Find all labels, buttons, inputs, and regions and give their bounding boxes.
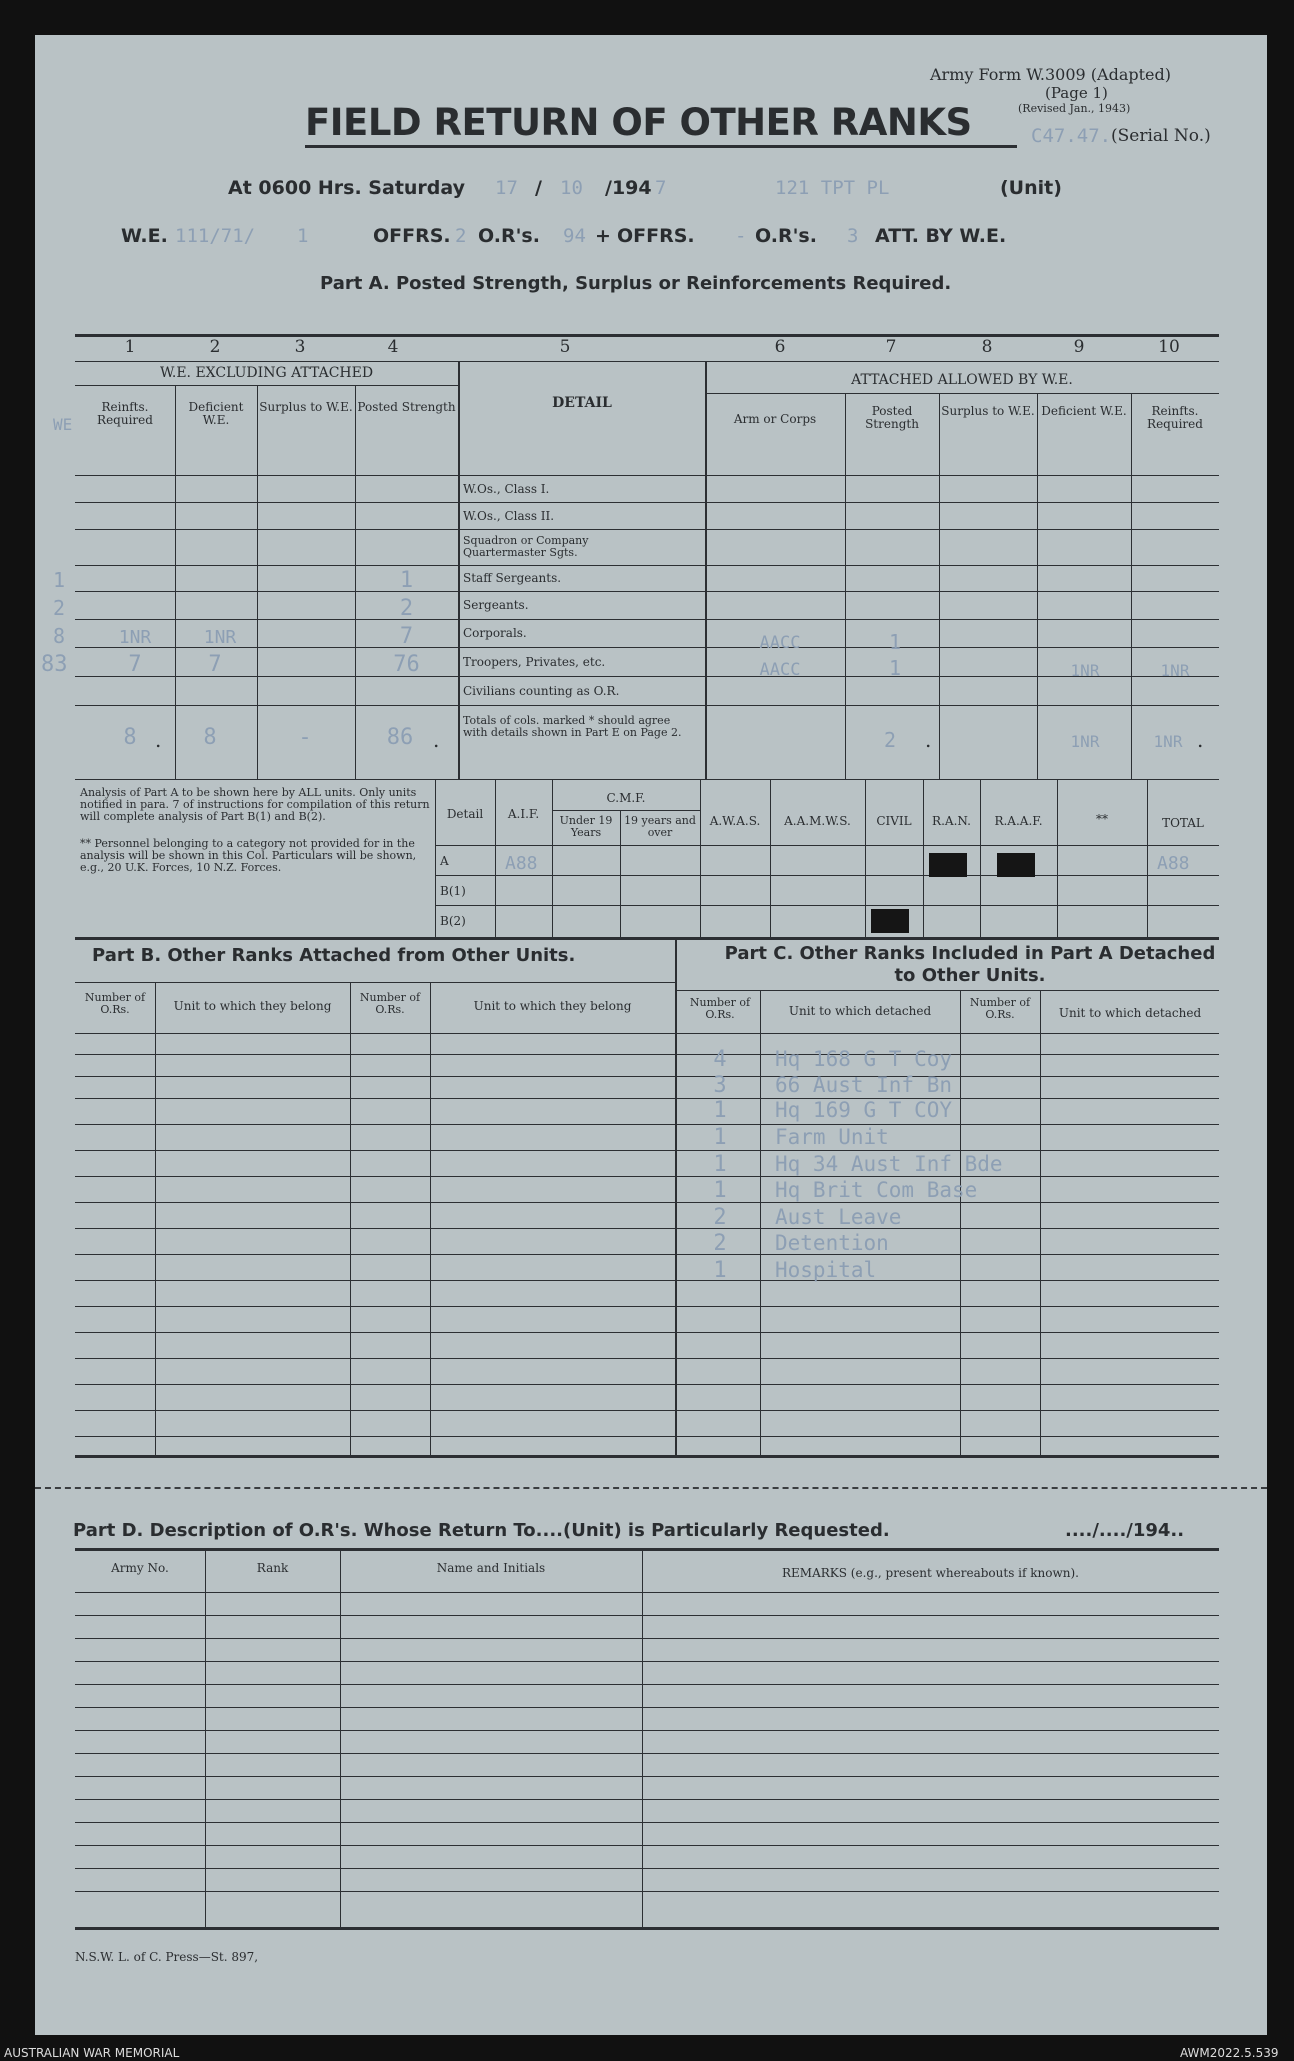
total-att-posted: 2 — [883, 728, 897, 752]
hdr-att-deficient: Deficient W.E. — [1041, 404, 1127, 418]
total-att-deficient: 1NR — [1070, 732, 1100, 751]
archive-id: AWM2022.5.539 — [1180, 2046, 1279, 2060]
tear-off-line — [35, 1487, 1267, 1489]
offrs-label-1: OFFRS. — [373, 225, 451, 247]
col-num-3: 3 — [294, 337, 306, 357]
col-num-8: 8 — [981, 337, 993, 357]
detail-sgt: Sergeants. — [463, 598, 529, 612]
form-number: Army Form W.3009 (Adapted) — [930, 65, 1172, 84]
hdr-arm-or-corps: Arm or Corps — [733, 412, 817, 426]
vline-c1 — [760, 990, 761, 1457]
bc-rule-2 — [75, 1054, 1219, 1055]
we-value-2: 1 — [297, 225, 309, 247]
bc-rule-17 — [75, 1436, 1219, 1437]
printer-imprint: N.S.W. L. of C. Press—St. 897, — [75, 1950, 259, 1964]
redaction-raaf — [997, 853, 1035, 877]
detail-wo1: W.Os., Class I. — [463, 482, 550, 496]
an-cmf: C.M.F. — [606, 791, 646, 805]
detail-staff-sgt: Staff Sergeants. — [463, 571, 562, 585]
part-b-col1: Number of O.Rs. — [84, 991, 146, 1016]
serial-number: C47.47. — [1031, 125, 1112, 147]
total-posted: 86 — [386, 725, 414, 750]
part-d-col1: Army No. — [111, 1561, 169, 1575]
part-d-col2: Rank — [256, 1561, 289, 1575]
detail-civilians: Civilians counting as O.R. — [463, 684, 620, 698]
ors-label-2: O.R's. — [755, 225, 817, 247]
bc-rule-5 — [75, 1124, 1219, 1125]
an-row-a: A — [440, 854, 449, 868]
date-day: 17 — [495, 177, 518, 199]
posted-staff-sgt: 1 — [399, 568, 414, 593]
margin-sgt: 2 — [53, 596, 66, 620]
an-row-b1: B(1) — [440, 884, 466, 898]
detached-num-7: 2 — [713, 1205, 727, 1230]
row-rule-5 — [75, 619, 1219, 620]
header-bottom-rule — [75, 475, 1219, 476]
vline-a1 — [175, 385, 176, 780]
date-year-digit: 7 — [655, 177, 667, 199]
vline-an9 — [1057, 779, 1058, 937]
vline-an0 — [435, 779, 436, 937]
an-civil: CIVIL — [876, 814, 912, 828]
hdr-surplus-we: Surplus to W.E. — [259, 400, 353, 414]
plus-sign: + — [595, 225, 611, 247]
an-raaf: R.A.A.F. — [994, 814, 1043, 828]
vline-a7 — [939, 393, 940, 780]
detached-unit-7: Aust Leave — [775, 1205, 902, 1229]
vline-bc — [675, 937, 677, 1457]
arm-corps-troopers: AACC — [759, 660, 801, 680]
part-bc-top-rule — [75, 937, 1219, 940]
vline-an5 — [770, 779, 771, 937]
total-surplus: - — [298, 725, 312, 750]
detached-num-1: 4 — [713, 1047, 727, 1072]
reinfts-troopers: 7 — [128, 652, 142, 677]
col-num-9: 9 — [1073, 337, 1085, 357]
vline-c3 — [1040, 990, 1041, 1457]
cmf-rule — [552, 810, 700, 811]
an-detail: Detail — [446, 807, 484, 821]
bc-rule-10 — [75, 1254, 1219, 1255]
vline-an1 — [495, 779, 496, 937]
an-rule-2 — [435, 905, 1219, 906]
vline-a2 — [257, 385, 258, 780]
d-rule-7 — [75, 1753, 1219, 1754]
part-c-col3: Number of O.Rs. — [969, 996, 1031, 1021]
margin-we: WE — [53, 415, 73, 434]
unit-label: (Unit) — [1000, 177, 1062, 199]
d-rule-9 — [75, 1799, 1219, 1800]
row-rule-4 — [75, 591, 1219, 592]
reinfts-cpl: 1NR — [118, 627, 152, 648]
bc-rule-1 — [75, 1033, 1219, 1034]
part-a-heading: Part A. Posted Strength, Surplus or Reinforcements Required. — [320, 273, 952, 294]
detached-num-2: 3 — [713, 1073, 727, 1098]
ors-label-1: O.R's. — [478, 225, 540, 247]
d-rule-8 — [75, 1776, 1219, 1777]
detached-unit-3: Hq 169 G T COY — [775, 1098, 953, 1122]
margin-staff-sgt: 1 — [53, 568, 66, 592]
vline-a9 — [1131, 393, 1132, 780]
part-d-col3: Name and Initials — [436, 1561, 546, 1575]
detached-num-4: 1 — [713, 1125, 727, 1150]
time-label: At 0600 Hrs. Saturday — [228, 177, 466, 199]
vline-a5 — [705, 361, 707, 780]
posted-cpl: 7 — [399, 624, 414, 649]
total-att-reinfts: 1NR — [1153, 732, 1183, 751]
form-revised: (Revised Jan., 1943) — [1018, 102, 1131, 115]
an-total-a: A88 — [1157, 853, 1190, 874]
an-total: TOTAL — [1162, 816, 1204, 830]
att-deficient-troopers: 1NR — [1070, 661, 1100, 680]
deficient-troopers: 7 — [208, 652, 222, 677]
archive-credit: AUSTRALIAN WAR MEMORIAL — [4, 2046, 180, 2060]
margin-troopers: 83 — [41, 652, 68, 677]
part-bc-bottom-rule — [75, 1455, 1219, 1458]
d-rule-4 — [75, 1684, 1219, 1685]
date-sep: / — [535, 177, 542, 199]
bc-rule-9 — [75, 1228, 1219, 1229]
bc-rule-11 — [75, 1280, 1219, 1281]
part-b-col3: Number of O.Rs. — [359, 991, 421, 1016]
col-num-10: 10 — [1158, 337, 1180, 357]
bc-rule-13 — [75, 1332, 1219, 1333]
detail-header: DETAIL — [552, 395, 612, 411]
detail-cqms: Squadron or Company Quartermaster Sgts. — [463, 534, 589, 559]
hdr-reinfts-required: Reinfts. Required — [97, 400, 153, 427]
detached-num-3: 1 — [713, 1098, 727, 1123]
title-underline — [305, 145, 1017, 148]
vline-a6 — [845, 393, 846, 780]
row-rule-2 — [75, 529, 1219, 530]
d-rule-11 — [75, 1845, 1219, 1846]
part-c-heading-2: to Other Units. — [894, 965, 1046, 986]
part-d-bottom-rule — [75, 1927, 1219, 1930]
an-under19: Under 19 Years — [559, 814, 613, 839]
bc-rule-7 — [75, 1176, 1219, 1177]
redaction-civil — [871, 909, 909, 933]
detached-num-9: 1 — [713, 1258, 727, 1283]
detail-wo2: W.Os., Class II. — [463, 509, 555, 523]
form-page: (Page 1) — [1045, 84, 1108, 102]
we-header-rule — [75, 385, 458, 386]
margin-cpl: 8 — [53, 624, 66, 648]
posted-troopers: 76 — [393, 652, 420, 677]
date-month: 10 — [560, 177, 583, 199]
vline-an8 — [980, 779, 981, 937]
d-rule-13 — [75, 1891, 1219, 1892]
row-rule-8 — [75, 705, 1219, 706]
detached-unit-8: Detention — [775, 1231, 889, 1255]
an-ran: R.A.N. — [932, 814, 971, 828]
col-num-7: 7 — [885, 337, 897, 357]
vline-an7 — [923, 779, 924, 937]
an-row-b2: B(2) — [440, 914, 466, 928]
att-reinfts-troopers: 1NR — [1160, 661, 1190, 680]
hdr-att-reinfts: Reinfts. Required — [1147, 404, 1203, 431]
arm-corps-cpl: AACC — [759, 633, 801, 653]
part-b-col2: Unit to which they belong — [173, 999, 332, 1013]
part-b-col4: Unit to which they belong — [473, 999, 632, 1013]
hdr-posted-strength: Posted Strength — [357, 400, 456, 414]
an-aif: A.I.F. — [507, 807, 540, 821]
part-c-col4: Unit to which detached — [1058, 1006, 1202, 1020]
ors-value-1: 94 — [563, 225, 586, 247]
d-rule-3 — [75, 1661, 1219, 1662]
detached-unit-4: Farm Unit — [775, 1125, 889, 1149]
total-dot-1: . — [155, 728, 162, 752]
col-num-2: 2 — [209, 337, 221, 357]
vline-a8 — [1037, 393, 1038, 780]
vline-an10 — [1147, 779, 1148, 937]
offrs-label-2: OFFRS. — [617, 225, 695, 247]
total-deficient: 8 — [203, 725, 217, 750]
d-rule-2 — [75, 1638, 1219, 1639]
part-c-rule — [677, 990, 1219, 991]
bc-rule-8 — [75, 1202, 1219, 1203]
part-d-col4: REMARKS (e.g., present whereabouts if known). — [782, 1566, 1079, 1580]
d-rule-6 — [75, 1730, 1219, 1731]
vline-d1 — [205, 1548, 206, 1928]
an-aif-a: A88 — [505, 853, 538, 874]
bc-rule-14 — [75, 1358, 1219, 1359]
bc-rule-12 — [75, 1306, 1219, 1307]
detached-unit-2: 66 Aust Inf Bn — [775, 1073, 953, 1097]
form-title: FIELD RETURN OF OTHER RANKS — [305, 101, 972, 144]
row-rule-3 — [75, 565, 1219, 566]
col-num-5: 5 — [559, 337, 571, 357]
attached-allowed-header: ATTACHED ALLOWED BY W.E. — [851, 372, 1073, 388]
d-rule-0 — [75, 1592, 1219, 1593]
bc-rule-6 — [75, 1150, 1219, 1151]
detached-num-6: 1 — [713, 1178, 727, 1203]
d-rule-10 — [75, 1822, 1219, 1823]
bc-rule-3 — [75, 1076, 1219, 1077]
detached-num-8: 2 — [713, 1231, 727, 1256]
hdr-att-surplus: Surplus to W.E. — [941, 404, 1035, 418]
part-c-col1: Number of O.Rs. — [689, 996, 751, 1021]
att-by-we: ATT. BY W.E. — [875, 225, 1007, 247]
vline-d3 — [642, 1548, 643, 1928]
vline-d2 — [340, 1548, 341, 1928]
ors-value-2: 3 — [847, 225, 859, 247]
vline-an6 — [865, 779, 866, 937]
part-c-col2: Unit to which detached — [788, 1004, 932, 1018]
detached-unit-6: Hq Brit Com Base — [775, 1178, 978, 1202]
we-excluding-header: W.E. EXCLUDING ATTACHED — [159, 365, 374, 381]
row-rule-1 — [75, 502, 1219, 503]
vline-a4 — [458, 361, 460, 780]
col-num-1: 1 — [124, 337, 136, 357]
date-year-prefix: /194 — [605, 177, 652, 199]
detail-troopers: Troopers, Privates, etc. — [463, 655, 606, 669]
bc-rule-15 — [75, 1384, 1219, 1385]
an-rule-1 — [435, 875, 1219, 876]
d-rule-1 — [75, 1615, 1219, 1616]
vline-c2 — [960, 990, 961, 1457]
bc-rule-16 — [75, 1410, 1219, 1411]
an-over19: 19 years and over — [624, 814, 696, 839]
detail-totals: Totals of cols. marked * should agree with details shown in Part E on Page 2. — [463, 714, 682, 739]
total-reinfts: 8 — [123, 725, 137, 750]
detail-cpl: Corporals. — [463, 626, 527, 640]
detached-num-5: 1 — [713, 1152, 727, 1177]
redaction-ran — [929, 853, 967, 877]
d-rule-5 — [75, 1707, 1219, 1708]
part-b-rule — [75, 982, 675, 983]
detached-unit-5: Hq 34 Aust Inf Bde — [775, 1152, 1003, 1176]
offrs-value-1: 2 — [455, 225, 467, 247]
we-value: 111/71/ — [175, 225, 256, 247]
an-awas: A.W.A.S. — [709, 814, 761, 828]
hdr-att-posted-strength: Posted Strength — [865, 404, 919, 431]
hdr-deficient-we: Deficient W.E. — [188, 400, 244, 427]
posted-sgt: 2 — [399, 596, 414, 621]
att-posted-cpl: 1 — [888, 630, 902, 654]
d-rule-12 — [75, 1868, 1219, 1869]
part-c-heading-1: Part C. Other Ranks Included in Part A Detached — [724, 943, 1216, 964]
vline-an4 — [700, 779, 701, 937]
an-stars: ** — [1096, 812, 1108, 826]
detached-unit-1: Hq 168 G T Coy — [775, 1047, 953, 1071]
form-sheet — [35, 35, 1267, 2035]
analysis-note-1: Analysis of Part A to be shown here by ALL units. Only units notified in para. 7 of instructions for compilation of this return will complete analysis of Part B(1) and B(2). — [80, 786, 430, 823]
col-num-6: 6 — [774, 337, 786, 357]
total-dot-10: . — [1197, 728, 1204, 752]
col-num-4: 4 — [387, 337, 399, 357]
att-header-rule — [705, 393, 1219, 394]
total-dot-7: . — [925, 728, 932, 752]
row-rule-totals — [75, 779, 1219, 780]
analysis-note-2: ** Personnel belonging to a category not provided for in the analysis will be shown in this Col. Particulars will be shown, e.g., 20 U.K. Forces, 10 N.Z. Forces. — [80, 837, 417, 874]
part-d-heading: Part D. Description of O.R's. Whose Return To....(Unit) is Particularly Requested. — [73, 1520, 890, 1541]
an-rule-0 — [435, 845, 1219, 846]
we-label: W.E. — [121, 225, 168, 247]
unit-value: 121 TPT PL — [775, 177, 890, 199]
offrs-value-2: - — [735, 225, 747, 247]
an-aamws: A.A.M.W.S. — [784, 814, 851, 828]
total-dot-4: . — [433, 728, 440, 752]
detached-unit-9: Hospital — [775, 1258, 877, 1282]
bc-rule-4 — [75, 1098, 1219, 1099]
part-d-date: ..../..../194.. — [1065, 1520, 1185, 1541]
deficient-cpl: 1NR — [203, 627, 237, 648]
serial-label: (Serial No.) — [1111, 126, 1211, 146]
att-posted-troopers: 1 — [888, 656, 902, 680]
part-b-heading: Part B. Other Ranks Attached from Other Units. — [92, 945, 576, 966]
part-d-top-rule — [75, 1548, 1219, 1551]
col-num-rule — [75, 361, 1219, 362]
